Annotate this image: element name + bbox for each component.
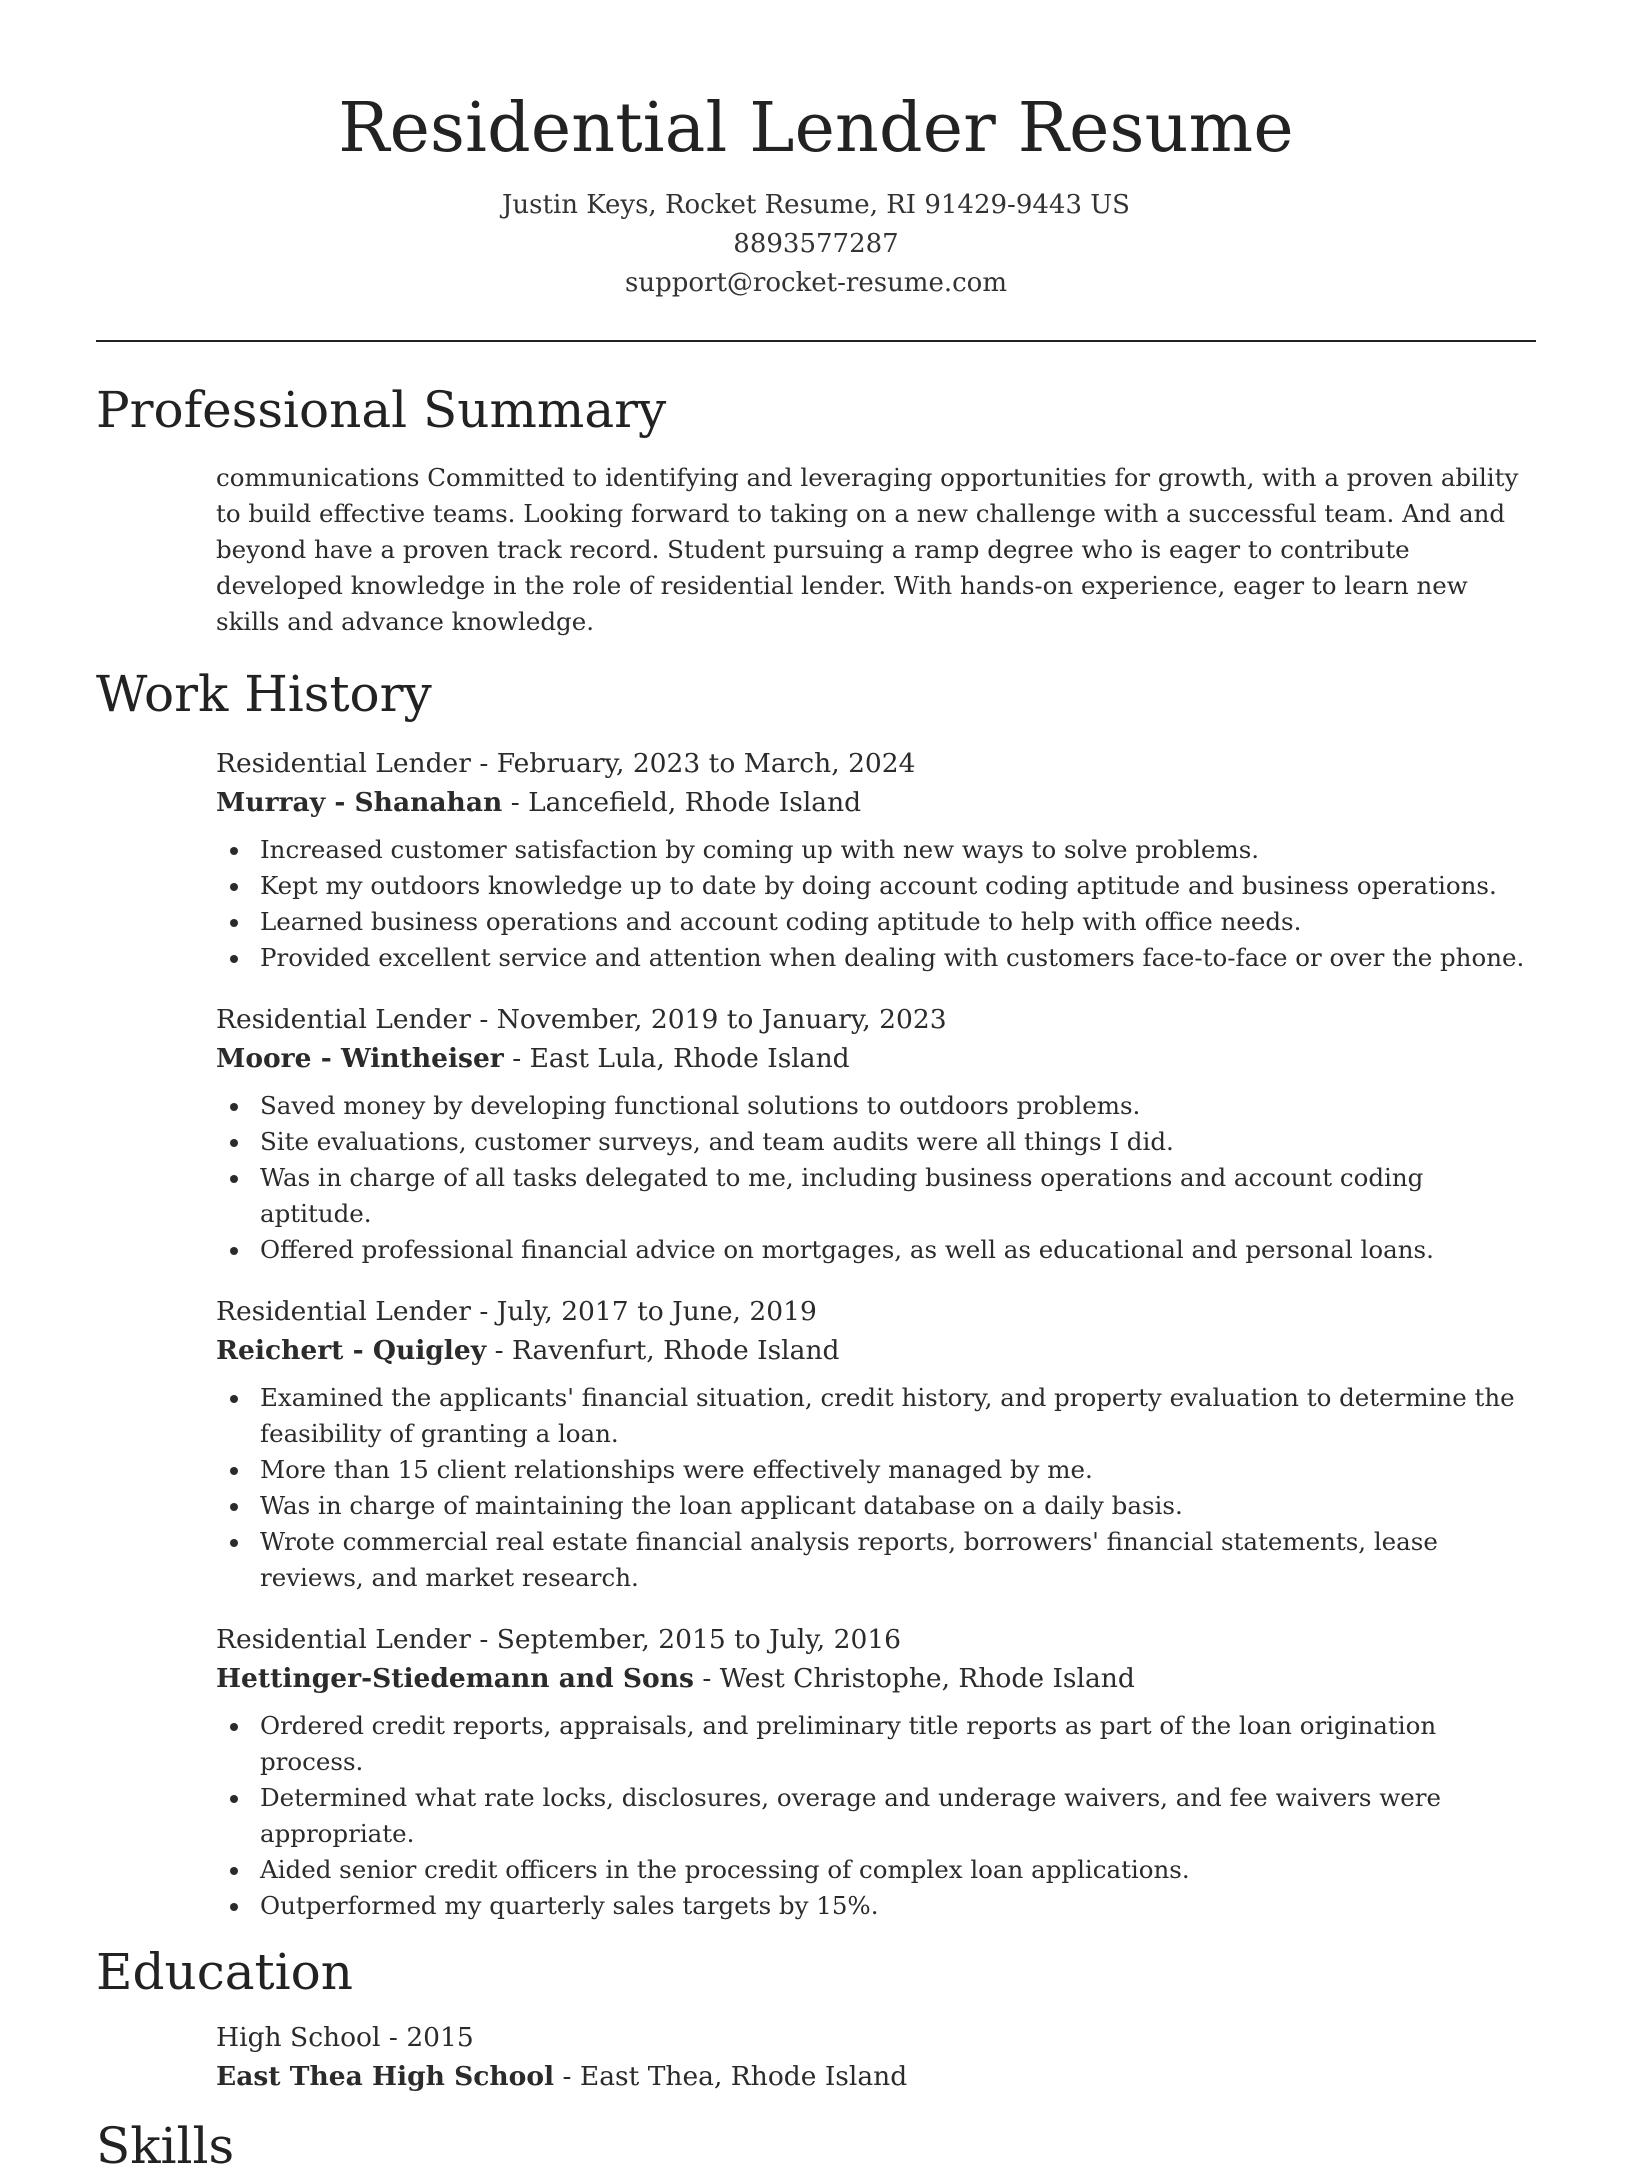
job-title: Residential Lender [216,748,471,779]
job-company: Murray - Shanahan [216,787,503,818]
job-dates: November, 2019 to January, 2023 [496,1004,947,1035]
job-entry [216,744,1536,976]
job-bullet: Saved money by developing functional solutions to outdoors problems. [216,1088,1536,1124]
job-bullet: Was in charge of maintaining the loan applicant database on a daily basis. [216,1488,1536,1524]
education-degree: High School [216,2022,381,2053]
job-bullet: Ordered credit reports, appraisals, and preliminary title reports as part of the loan origination process. [216,1708,1536,1780]
work-history-list [96,744,1536,1924]
job-company: Moore - Wintheiser [216,1043,504,1074]
job-bullet: Determined what rate locks, disclosures, overage and underage waivers, and fee waivers were appropriate. [216,1780,1536,1852]
contact-email: support@rocket-resume.com [624,268,1007,298]
education-year: 2015 [406,2022,474,2053]
job-company-line: Reichert - Quigley - Ravenfurt, Rhode Island [216,1335,840,1366]
job-entry [216,1292,1536,1596]
job-bullet: Offered professional financial advice on mortgages, as well as educational and personal loans. [216,1232,1536,1268]
job-bullet: Aided senior credit officers in the processing of complex loan applications. [216,1852,1536,1888]
job-bullet: More than 15 client relationships were effectively managed by me. [216,1452,1536,1488]
job-bullet: Provided excellent service and attention when dealing with customers face-to-face or over the phone. [216,940,1536,976]
job-title: Residential Lender [216,1004,471,1035]
job-title-line: Residential Lender - November, 2019 to January, 2023 [216,1004,947,1035]
job-title-line: Residential Lender - July, 2017 to June, 2019 [216,1296,817,1327]
education-degree-line: High School - 2015 [216,2022,474,2053]
contact-block [96,186,1536,303]
education-entry [216,2018,1536,2096]
job-company-line: Hettinger-Stiedemann and Sons - West Christophe, Rhode Island [216,1663,1135,1694]
work-history-heading: Work History [96,665,432,723]
skills-heading: Skills [96,2117,235,2175]
education-school-line: East Thea High School - East Thea, Rhode Island [216,2061,908,2092]
job-bullet: Examined the applicants' financial situation, credit history, and property evaluation to determine the feasibility of granting a loan. [216,1380,1536,1452]
job-title-line: Residential Lender - September, 2015 to July, 2016 [216,1624,902,1655]
job-bullets [216,832,1536,976]
job-company-line: Moore - Wintheiser - East Lula, Rhode Island [216,1043,850,1074]
job-bullet: Outperformed my quarterly sales targets by 15%. [216,1888,1536,1924]
job-title-line: Residential Lender - February, 2023 to March, 2024 [216,748,916,779]
job-company: Reichert - Quigley [216,1335,487,1366]
job-bullet: Was in charge of all tasks delegated to me, including business operations and account coding aptitude. [216,1160,1536,1232]
job-entry [216,1620,1536,1924]
job-bullets [216,1088,1536,1268]
job-bullets [216,1708,1536,1924]
job-bullets [216,1380,1536,1596]
job-bullet: Increased customer satisfaction by coming up with new ways to solve problems. [216,832,1536,868]
education-school: East Thea High School [216,2061,555,2092]
contact-address: Justin Keys, Rocket Resume, RI 91429-9443 US [502,190,1130,220]
summary-heading: Professional Summary [96,381,667,439]
job-dates: February, 2023 to March, 2024 [496,748,916,779]
job-bullet: Wrote commercial real estate financial analysis reports, borrowers' financial statements, lease reviews, and market research. [216,1524,1536,1596]
job-location: West Christophe, Rhode Island [719,1663,1135,1694]
job-bullet: Learned business operations and account coding aptitude to help with office needs. [216,904,1536,940]
job-title: Residential Lender [216,1624,471,1655]
job-entry [216,1000,1536,1268]
job-dates: July, 2017 to June, 2019 [496,1296,817,1327]
job-dates: September, 2015 to July, 2016 [496,1624,902,1655]
job-bullet: Kept my outdoors knowledge up to date by doing account coding aptitude and business operations. [216,868,1536,904]
resume-page [96,0,1536,2178]
job-title: Residential Lender [216,1296,471,1327]
job-company: Hettinger-Stiedemann and Sons [216,1663,694,1694]
contact-phone: 8893577287 [733,229,899,259]
education-heading: Education [96,1943,353,2001]
job-location: Ravenfurt, Rhode Island [511,1335,840,1366]
job-bullet: Site evaluations, customer surveys, and team audits were all things I did. [216,1124,1536,1160]
education-location: East Thea, Rhode Island [579,2061,908,2092]
job-location: Lancefield, Rhode Island [528,787,862,818]
summary-text: communications Committed to identifying and leveraging opportunities for growth, with a proven ability to build effective teams. Looking forward to taking on a new challenge with a successful team. And and beyond have a proven track record. Student pursuing a ramp degree who is eager to contribute developed knowledge in the role of residential lender. With hands-on experience, eager to learn new skills and advance knowledge. [216,463,1519,636]
resume-title: Residential Lender Resume [338,89,1294,168]
job-company-line: Murray - Shanahan - Lancefield, Rhode Island [216,787,862,818]
header-divider [96,340,1536,342]
job-location: East Lula, Rhode Island [529,1043,850,1074]
